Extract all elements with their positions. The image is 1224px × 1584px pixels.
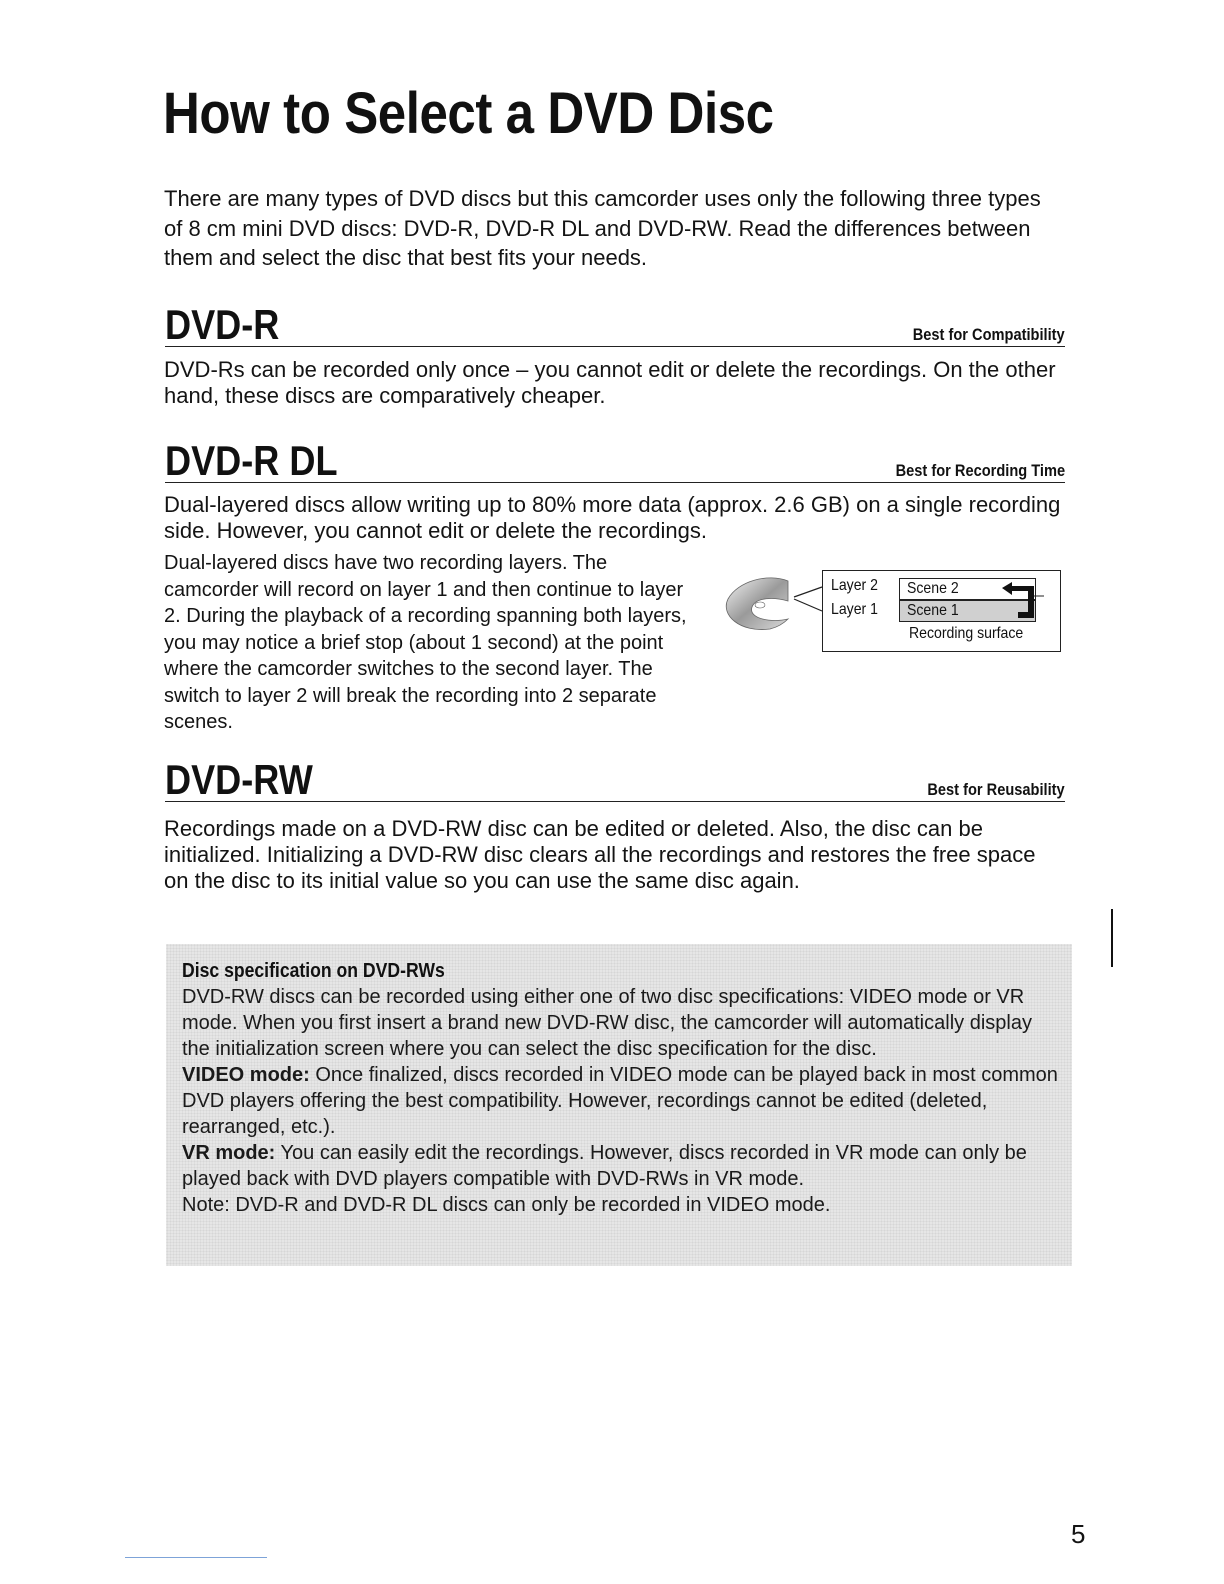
section-title: DVD-R bbox=[165, 301, 280, 348]
section-text-dvd-r-dl: Dual-layered discs allow writing up to 80% more data (approx. 2.6 GB) on a single recording side. However, you cannot edit or delete the recordings. bbox=[164, 492, 1061, 543]
video-mode-text: Once finalized, discs recorded in VIDEO mode can be played back in most common DVD players offering the best compatibility. However, recordings cannot be edited (deleted, rearranged, etc.). bbox=[182, 1064, 1058, 1138]
layer1-label: Layer 1 bbox=[831, 601, 878, 618]
page-title: How to Select a DVD Disc bbox=[163, 81, 774, 146]
section-detail-dvd-r-dl: Dual-layered discs have two recording layers. The camcorder will record on layer 1 and then continue to layer 2. During the playback of a recording spanning both layers, you may notice a brief stop (about 1 second) at the point where the camcorder switches to the second layer. The switch to layer 2 will break the recording into 2 separate scenes. bbox=[164, 552, 687, 733]
recording-surface-label: Recording surface bbox=[909, 625, 1024, 642]
scene1-label: Scene 1 bbox=[907, 602, 959, 619]
note-vr-mode bbox=[182, 1140, 1062, 1192]
footer-line bbox=[125, 1557, 267, 1558]
section-text-dvd-rw: Recordings made on a DVD-RW disc can be edited or deleted. Also, the disc can be initialized. Initializing a DVD-RW disc clears all the recordings and restores the free space on the disc to its initial value so you can use the same disc again. bbox=[164, 816, 1036, 893]
section-title: DVD-RW bbox=[165, 756, 313, 803]
page-number: 5 bbox=[1071, 1519, 1086, 1549]
section-header-dvd-rw bbox=[165, 755, 1065, 802]
section-tag: Best for Recording Time bbox=[895, 461, 1065, 480]
disc-spec-note bbox=[166, 944, 1072, 1266]
section-tag: Best for Compatibility bbox=[913, 325, 1065, 344]
layer2-label: Layer 2 bbox=[831, 577, 878, 594]
section-title: DVD-R DL bbox=[165, 437, 338, 484]
note-title: Disc specification on DVD-RWs bbox=[182, 960, 445, 982]
note-footnote: Note: DVD-R and DVD-R DL discs can only be recorded in VIDEO mode. bbox=[182, 1194, 831, 1216]
return-arrow-icon bbox=[998, 580, 1058, 622]
note-paragraph: DVD-RW discs can be recorded using either one of two disc specifications: VIDEO mode or VR mode. When you first insert a brand new DVD-RW disc, the camcorder will automatically display the initialization screen where you can select the disc specification for the disc. bbox=[182, 986, 1032, 1060]
scene2-label: Scene 2 bbox=[907, 580, 959, 597]
vr-mode-text: You can easily edit the recordings. However, discs recorded in VR mode can only be played back with DVD players compatible with DVD-RWs in VR mode. bbox=[182, 1142, 1027, 1190]
intro-paragraph: There are many types of DVD discs but this camcorder uses only the following three types of 8 cm mini DVD discs: DVD-R, DVD-R DL and DVD-RW. Read the differences between them and select the disc that best fits your needs. bbox=[164, 186, 1041, 270]
margin-rule bbox=[1111, 909, 1113, 967]
note-video-mode bbox=[182, 1062, 1062, 1140]
disc-icon bbox=[718, 567, 828, 639]
dual-layer-diagram bbox=[718, 567, 1064, 657]
vr-mode-label: VR mode: bbox=[182, 1142, 276, 1164]
section-text-dvd-r: DVD-Rs can be recorded only once – you cannot edit or delete the recordings. On the other hand, these discs are comparatively cheaper. bbox=[164, 357, 1056, 408]
section-header-dvd-r-dl bbox=[165, 436, 1065, 483]
section-tag: Best for Reusability bbox=[927, 780, 1065, 799]
video-mode-label: VIDEO mode: bbox=[182, 1064, 310, 1086]
section-header-dvd-r bbox=[165, 300, 1065, 347]
